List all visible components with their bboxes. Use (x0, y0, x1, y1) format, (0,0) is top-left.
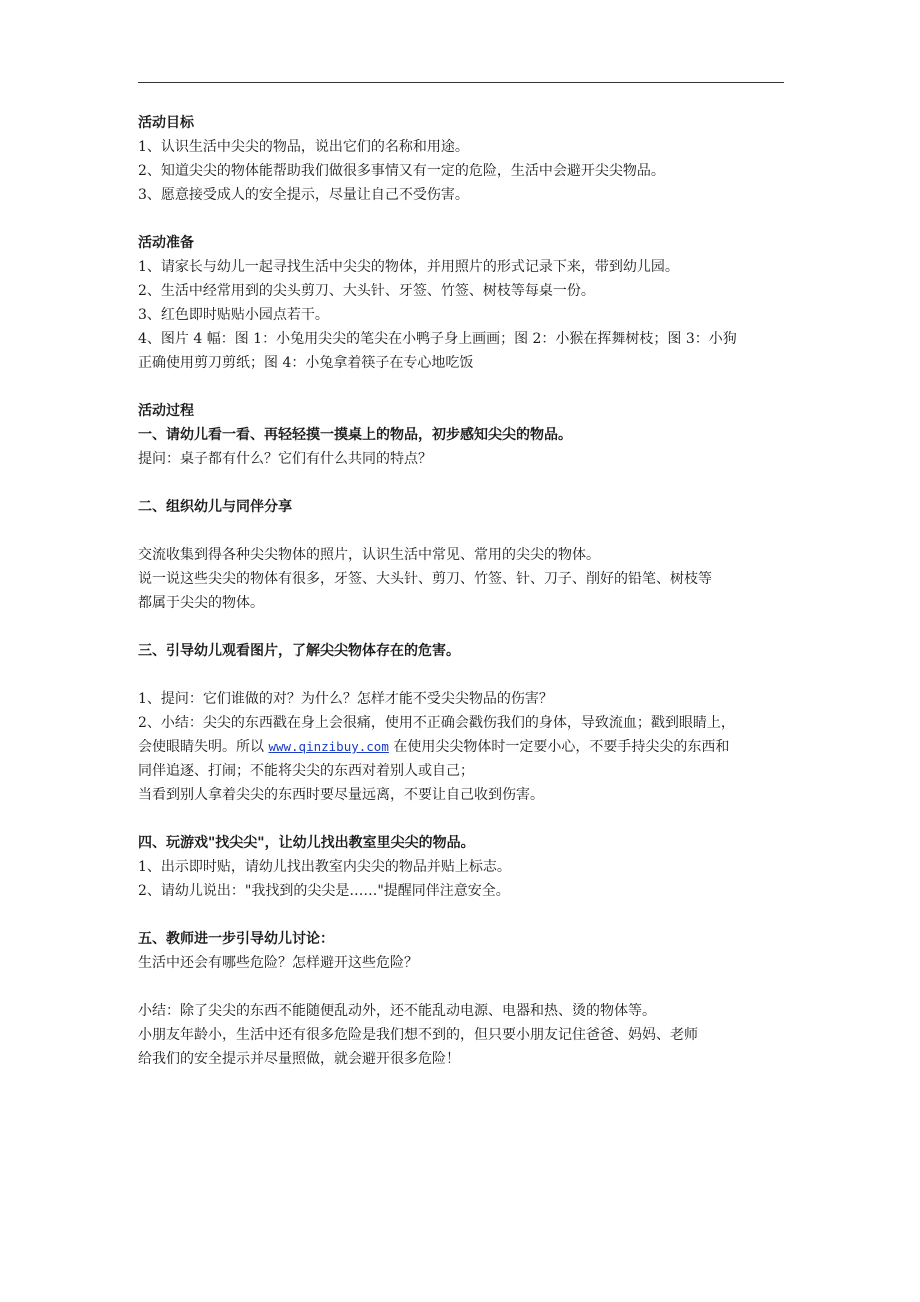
step5-question: 生活中还会有哪些危险？怎样避开这些危险？ (138, 955, 418, 971)
goals-heading: 活动目标 (138, 115, 194, 131)
step2-line: 说一说这些尖尖的物体有很多，牙签、大头针、剪刀、竹签、针、刀子、削好的铅笔、树枝等 (138, 571, 712, 587)
goal-item: 2、知道尖尖的物体能帮助我们做很多事情又有一定的危险，生活中会避开尖尖物品。 (138, 163, 665, 179)
spacer (138, 807, 798, 831)
header-rule (138, 82, 784, 83)
prep-heading: 活动准备 (138, 235, 194, 251)
step5-title: 五、教师进一步引导幼儿讨论： (138, 931, 334, 947)
spacer (138, 903, 798, 927)
step3-title: 三、引导幼儿观看图片，了解尖尖物体存在的危害。 (138, 643, 460, 659)
step5-summary: 小朋友年龄小，生活中还有很多危险是我们想不到的，但只要小朋友记住爸爸、妈妈、老师 (138, 1027, 698, 1043)
prep-item: 4、图片 4 幅：图 1：小兔用尖尖的笔尖在小鸭子身上画画；图 2：小猴在挥舞树枝；图 3：小狗 (138, 331, 737, 347)
spacer (138, 207, 798, 231)
step2-line: 交流收集到得各种尖尖物体的照片，认识生活中常见、常用的尖尖的物体。 (138, 547, 600, 563)
prep-item: 2、生活中经常用到的尖头剪刀、大头针、牙签、竹签、树枝等每桌一份。 (138, 283, 595, 299)
process-heading: 活动过程 (138, 403, 194, 419)
step2-line: 都属于尖尖的物体。 (138, 595, 264, 611)
spacer (138, 471, 798, 495)
spacer (138, 663, 798, 687)
step3-line: 当看到别人拿着尖尖的东西时要尽量远离，不要让自己收到伤害。 (138, 787, 544, 803)
spacer (138, 975, 798, 999)
step1-title: 一、请幼儿看一看、再轻轻摸一摸桌上的物品，初步感知尖尖的物品。 (138, 427, 572, 443)
goal-item: 1、认识生活中尖尖的物品，说出它们的名称和用途。 (138, 139, 469, 155)
step4-line: 2、请幼儿说出："我找到的尖尖是……"提醒同伴注意安全。 (138, 883, 510, 899)
spacer (138, 615, 798, 639)
goal-item: 3、愿意接受成人的安全提示，尽量让自己不受伤害。 (138, 187, 469, 203)
step3-line-after-link: 在使用尖尖物体时一定要小心，不要手持尖尖的东西和 (388, 739, 730, 755)
document-body (138, 111, 798, 1071)
step3-line: 同伴追逐、打闹；不能将尖尖的东西对着别人或自己； (138, 763, 474, 779)
step3-line-before-link: 会使眼睛失明。所以 (138, 739, 269, 755)
prep-item: 1、请家长与幼儿一起寻找生活中尖尖的物体，并用照片的形式记录下来，带到幼儿园。 (138, 259, 679, 275)
step3-line: 2、小结：尖尖的东西戳在身上会很痛，使用不正确会戳伤我们的身体，导致流血；戳到眼睛上， (138, 715, 735, 731)
prep-item: 3、红色即时贴贴小园点若干。 (138, 307, 329, 323)
prep-item: 正确使用剪刀剪纸；图 4：小兔拿着筷子在专心地吃饭 (138, 355, 474, 371)
spacer (138, 375, 798, 399)
step4-title: 四、玩游戏"找尖尖"，让幼儿找出教室里尖尖的物品。 (138, 835, 475, 851)
spacer (138, 519, 798, 543)
step4-line: 1、出示即时贴，请幼儿找出教室内尖尖的物品并贴上标志。 (138, 859, 511, 875)
step1-text: 提问：桌子都有什么？它们有什么共同的特点？ (138, 451, 432, 467)
step5-summary: 给我们的安全提示并尽量照做，就会避开很多危险！ (138, 1051, 460, 1067)
step2-title: 二、组织幼儿与同伴分享 (138, 499, 292, 515)
step3-line-with-link (138, 735, 798, 759)
step3-line: 1、提问：它们谁做的对？为什么？怎样才能不受尖尖物品的伤害？ (138, 691, 553, 707)
website-link[interactable]: www.qinzibuy.com (268, 739, 389, 754)
step5-summary: 小结：除了尖尖的东西不能随便乱动外，还不能乱动电源、电器和热、烫的物体等。 (138, 1003, 656, 1019)
